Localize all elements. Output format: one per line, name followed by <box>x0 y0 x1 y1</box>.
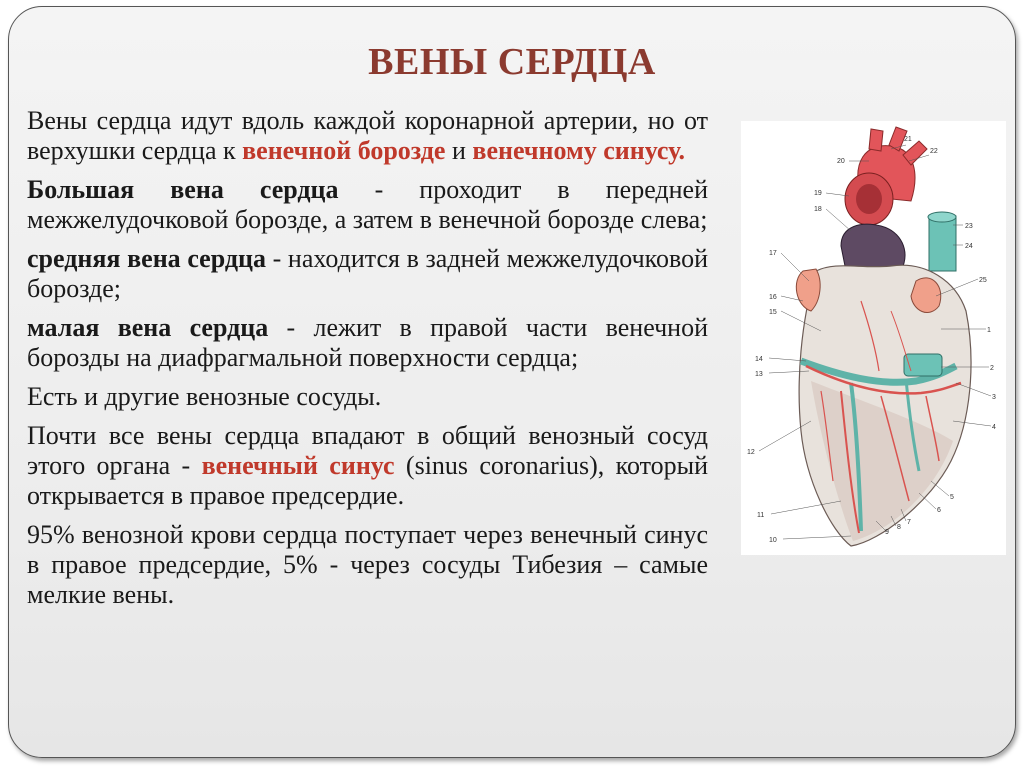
figure-label-23: 23 <box>965 223 973 230</box>
text-segment: Есть и другие венозные сосуды. <box>27 382 382 411</box>
paragraph-p7 <box>27 520 708 610</box>
text-segment: - находится в задней межжелудочковой борозде; <box>27 244 708 303</box>
text-segment: - проходит в передней межжелудочковой борозде, а затем в венечной борозде слева; <box>27 175 708 234</box>
figure-label-16: 16 <box>769 294 777 301</box>
figure-label-11: 11 <box>757 512 765 519</box>
text-segment: венечному синусу. <box>472 136 686 165</box>
figure-label-15: 15 <box>769 309 777 316</box>
text-segment: Вены сердца идут вдоль каждой коронарной артерии, но от верхушки сердца к <box>27 106 708 165</box>
figure-label-21: 21 <box>904 136 912 143</box>
figure-label-22: 22 <box>930 148 938 155</box>
paragraph-p1 <box>27 106 708 166</box>
paragraph-p5 <box>27 382 708 412</box>
figure-label-4: 4 <box>992 424 996 431</box>
text-segment: (sinus coronarius), который открывается в правое предсердие. <box>27 451 709 510</box>
figure-label-25: 25 <box>979 277 987 284</box>
text-segment: Большая вена сердца <box>27 175 339 204</box>
figure-label-14: 14 <box>755 356 763 363</box>
text-segment: венечной борозде <box>242 136 446 165</box>
text-segment: Почти все вены сердца впадают в общий венозный сосуд этого органа - <box>27 421 708 480</box>
text-segment: 95% венозной крови сердца поступает через венечный синус в правое предсердие, 5% - через сосуды Тибезия – самые мелкие вены. <box>27 520 708 609</box>
text-segment: и <box>445 136 473 165</box>
text-segment: средняя вена сердца <box>27 244 266 273</box>
figure-label-10: 10 <box>769 537 777 544</box>
figure-label-19: 19 <box>814 190 822 197</box>
paragraph-p6 <box>27 421 708 511</box>
figure-label-20: 20 <box>837 158 845 165</box>
figure-label-7: 7 <box>907 519 911 526</box>
paragraph-p2 <box>27 175 708 235</box>
paragraph-p3 <box>27 244 708 304</box>
slide-body <box>27 106 708 619</box>
figure-label-3: 3 <box>992 394 996 401</box>
figure-label-18: 18 <box>814 206 822 213</box>
figure-label-1: 1 <box>987 327 991 334</box>
figure-label-24: 24 <box>965 243 973 250</box>
figure-label-17: 17 <box>769 250 777 257</box>
figure-label-13: 13 <box>755 371 763 378</box>
figure-label-2: 2 <box>990 365 994 372</box>
figure-label-12: 12 <box>747 449 755 456</box>
heart-veins-illustration <box>741 121 1006 555</box>
figure-label-6: 6 <box>937 507 941 514</box>
figure-label-9: 9 <box>885 529 889 536</box>
figure-label-8: 8 <box>897 524 901 531</box>
figure-label-5: 5 <box>950 494 954 501</box>
text-segment: малая вена сердца <box>27 313 269 342</box>
text-segment: венечный синус <box>201 451 395 480</box>
paragraph-p4 <box>27 313 708 373</box>
text-segment: - лежит в правой части венечной борозды на диафрагмальной поверхности сердца; <box>27 313 709 372</box>
slide-title: ВЕНЫ СЕРДЦА <box>368 41 656 83</box>
heart-illustration-svg <box>741 121 1006 555</box>
